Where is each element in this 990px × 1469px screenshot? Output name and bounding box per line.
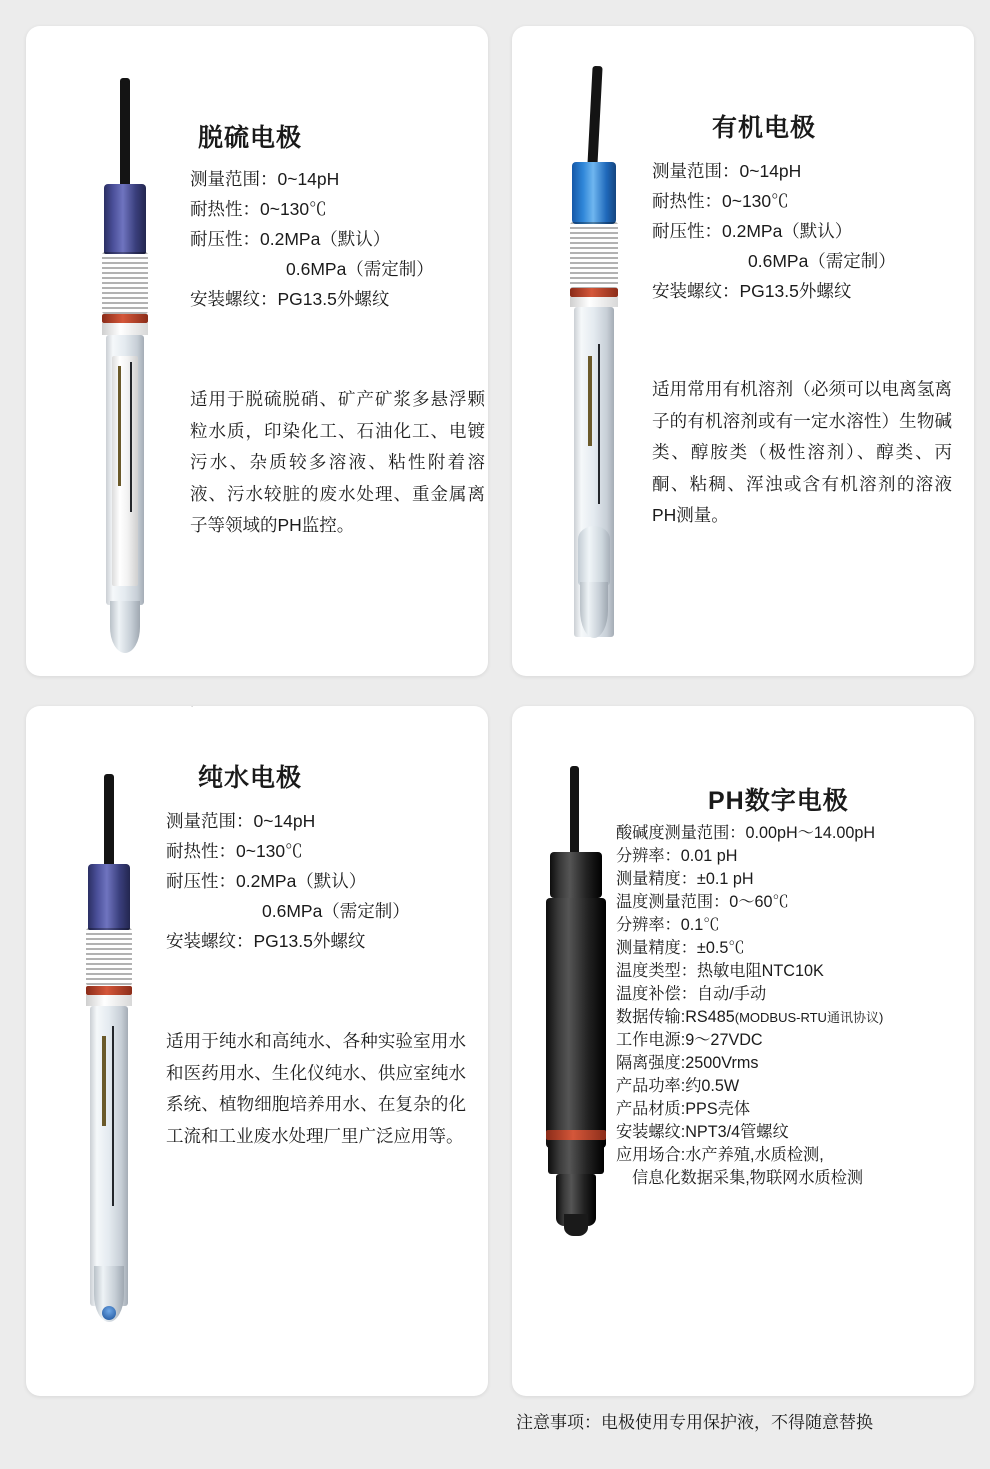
card-title: PH数字电极	[708, 787, 849, 815]
spec-item: 温度补偿：自动/手动	[616, 985, 767, 1003]
spec-item: 酸碱度测量范围：0.00pH～14.00pH	[616, 824, 876, 842]
spec-item: 分辨率：0.01 pH	[616, 847, 738, 865]
inner-electrode	[112, 1026, 114, 1206]
spec-item: 耐热性：0~130℃	[166, 841, 303, 862]
spec-list	[166, 806, 466, 956]
card-pure-water-electrode	[26, 706, 488, 1396]
glass-body	[90, 1006, 128, 1306]
connector-cap	[88, 864, 130, 930]
spec-list	[616, 822, 972, 1190]
spec-item: 温度类型：热敏电阻NTC10K	[616, 962, 824, 980]
spec-item: 0.6MPa（需定制）	[262, 901, 410, 922]
connector-thread	[570, 222, 618, 288]
card-desulfurization-electrode	[26, 26, 488, 676]
card-paragraph: 适用于脱硫脱硝、矿产矿浆多悬浮颗粒水质，印染化工、石油化工、电镀污水、杂质较多溶液、粘性附着溶液、污水较脏的废水处理、重金属离子等领域的PH监控。	[190, 389, 485, 535]
spec-item: 测量范围：0~14pH	[652, 161, 802, 181]
card-organic-electrode	[512, 26, 974, 676]
spec-item-note: (MODBUS-RTU通讯协议)	[734, 1010, 884, 1025]
spec-item: 安装螺纹：PG13.5外螺纹	[190, 289, 390, 310]
card-paragraph: 适用于纯水和高纯水、各种实验室用水和医药用水、生化仪纯水、供应室纯水系统、植物细胞培养用水、在复杂的化工流和工业废水处理厂里广泛应用等。	[166, 1031, 466, 1146]
spec-item: 测量范围：0~14pH	[190, 169, 340, 189]
spec-item: 产品材质:PPS壳体	[616, 1100, 751, 1118]
cable-icon	[525, 706, 655, 788]
spec-item: 耐压性：0.2MPa（默认）	[190, 229, 391, 250]
connector-cap	[104, 184, 146, 254]
seal-ring	[86, 986, 132, 995]
seal-ring	[570, 288, 618, 297]
bulb	[578, 526, 610, 586]
spec-list	[652, 156, 952, 306]
spec-item: 安装螺纹:NPT3/4管螺纹	[616, 1123, 789, 1141]
card-paragraph: 适用常用有机溶剂（必须可以电离氢离子的有机溶剂或有一定水溶性）生物碱类、醇胺类（极性溶剂）、醇类、丙酮、粘稠、浑浊或含有机溶剂的溶液PH测量。	[652, 379, 952, 525]
card-grid	[26, 26, 964, 1396]
spec-item: 耐压性：0.2MPa（默认）	[652, 221, 853, 242]
sensor-tip	[110, 601, 140, 653]
spec-item: 安装螺纹：PG13.5外螺纹	[166, 931, 366, 952]
seal-ring	[546, 1130, 606, 1140]
cable-gland	[550, 852, 602, 898]
housing-thread	[548, 1140, 604, 1174]
sensor-tip	[580, 582, 608, 638]
spec-item: 0.6MPa（需定制）	[748, 251, 896, 272]
white-ring	[570, 297, 618, 307]
sensor-tip	[564, 1214, 588, 1236]
connector-cap	[572, 162, 616, 224]
spec-item: 测量精度：±0.1 pH	[616, 870, 754, 888]
inner-wire	[588, 356, 592, 446]
spec-item: 耐压性：0.2MPa（默认）	[166, 871, 367, 892]
housing-body	[546, 898, 606, 1148]
spec-item: 温度测量范围：0～60℃	[616, 893, 789, 911]
spec-item: 信息化数据采集,物联网水质检测	[632, 1169, 864, 1187]
white-ring	[102, 323, 148, 335]
spec-item: 测量范围：0~14pH	[166, 811, 316, 831]
cable-segment	[570, 766, 579, 856]
spec-item: 测量精度：±0.5℃	[616, 939, 745, 957]
spec-item: 分辨率：0.1℃	[616, 916, 720, 934]
tip-bulb	[102, 1306, 116, 1320]
footnote: 注意事项：电极使用专用保护液，不得随意替换	[516, 1413, 873, 1432]
connector-thread	[102, 252, 148, 314]
spec-item: 产品功率:约0.5W	[616, 1077, 740, 1095]
card-title: 纯水电极	[198, 764, 303, 792]
spec-item: 应用场合:水产养殖,水质检测,	[616, 1146, 824, 1164]
spec-item: 耐热性：0~130℃	[652, 191, 789, 212]
connector-thread	[86, 928, 132, 986]
white-ring	[86, 995, 132, 1006]
cable-segment	[104, 774, 114, 868]
cable-segment	[587, 66, 602, 166]
cable-icon	[556, 26, 723, 95]
spec-item: 工作电源:9～27VDC	[616, 1031, 763, 1049]
spec-item: 0.6MPa（需定制）	[286, 259, 434, 280]
inner-wire	[102, 1036, 106, 1126]
inner-electrode	[130, 362, 132, 512]
inner-wire	[118, 366, 121, 486]
card-title: 脱硫电极	[198, 124, 303, 152]
spec-list	[190, 164, 480, 314]
inner-sleeve	[112, 356, 138, 586]
inner-electrode	[598, 344, 600, 504]
spec-item-row	[616, 1006, 972, 1029]
spec-item: 安装螺纹：PG13.5外螺纹	[652, 281, 852, 302]
spec-item: 隔离强度:2500Vrms	[616, 1054, 759, 1072]
spec-item: 数据传输:RS485	[616, 1008, 735, 1026]
spec-item: 耐热性：0~130℃	[190, 199, 327, 220]
card-digital-ph-electrode	[512, 706, 974, 1396]
seal-ring	[102, 314, 148, 323]
card-title: 有机电极	[712, 114, 817, 142]
cable-segment	[120, 78, 130, 188]
